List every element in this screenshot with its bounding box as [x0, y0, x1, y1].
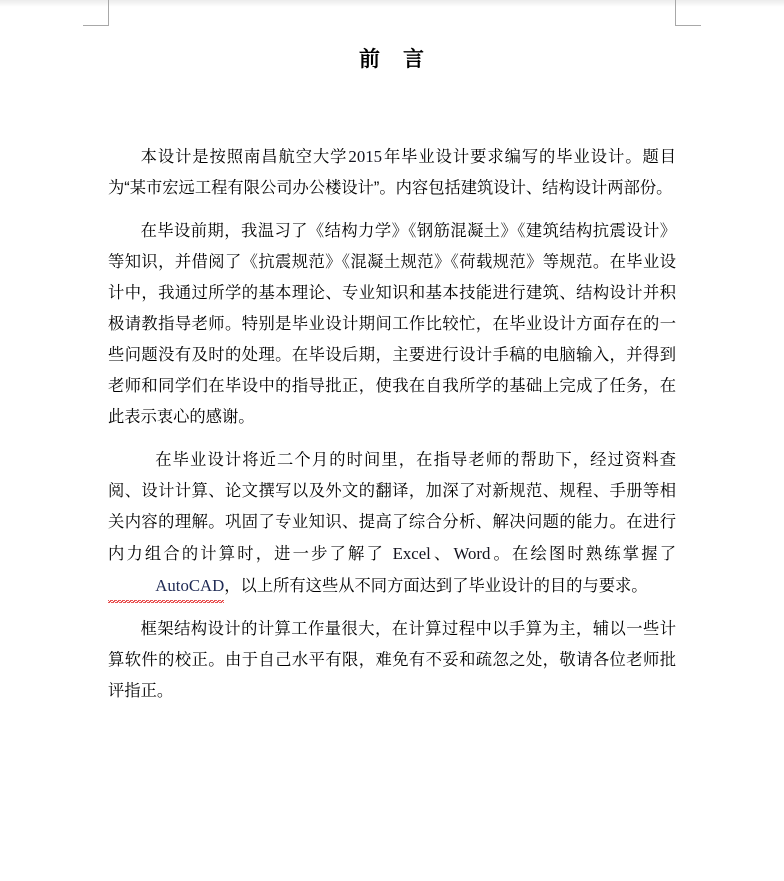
paragraph-container	[108, 141, 676, 719]
latin-text-run: 2015	[348, 147, 382, 166]
crop-mark-horizontal-rule	[675, 25, 701, 26]
spellcheck-flagged-word[interactable]: AutoCAD	[108, 570, 224, 601]
text-run: 、	[431, 545, 453, 563]
crop-mark-vertical-rule	[675, 0, 676, 26]
text-run: 。在绘图时熟练掌握了	[491, 545, 676, 563]
text-run: ，以上所有这些从不同方面达到了毕业设计的目的与要求。	[224, 577, 648, 595]
text-run: 框架结构设计的计算工作量很大，在计算过程中以手算为主，辅以一些计算软件的校正。由于自己水平有限，难免有不妥和疏忽之处，敬请各位老师批评指正。	[108, 620, 676, 700]
paragraph-p2	[108, 216, 676, 433]
paragraph-p1	[108, 141, 676, 204]
text-run: 在毕业设计将近二个月的时间里，在指导老师的帮助下，经过资料查阅、设计计算、论文撰写以及外文的翻译，加深了对新规范、规程、手册等相关内容的理解。巩固了专业知识、提高了综合分析、解决问题的能力。在进行内力组合的计算时，进一步了解了	[108, 451, 676, 563]
crop-mark-horizontal-rule	[83, 25, 109, 26]
latin-text-run: Excel	[392, 544, 431, 563]
latin-text-run: Word	[453, 544, 491, 563]
text-run: 本设计是按照南昌航空大学	[140, 148, 348, 166]
text-run: 年毕业设计要求编写的毕业设计。题目为“某市宏远工程有限公司办公楼设计”。内容包括建筑设计、结构设计两部份。	[108, 148, 676, 197]
paragraph-p3	[108, 445, 676, 602]
paragraph-p4	[108, 614, 676, 707]
crop-mark-vertical-rule	[108, 0, 109, 26]
margin-crop-mark-top-right	[675, 0, 701, 26]
margin-crop-mark-top-left	[83, 0, 109, 26]
text-run: 在毕设前期，我温习了《结构力学》《钢筋混凝土》《建筑结构抗震设计》等知识，并借阅了《抗震规范》《混凝土规范》《荷载规范》等规范。在毕业设计中，我通过所学的基本理论、专业知识和基本技能进行建筑、结构设计并积极请教指导老师。特别是毕业设计期间工作比较忙，在毕业设计方面存在的一些问题没有及时的处理。在毕设后期，主要进行设计手稿的电脑输入，并得到老师和同学们在毕设中的指导批正，使我在自我所学的基础上完成了任务，在此表示衷心的感谢。	[108, 222, 676, 426]
page-title: 前 言	[359, 48, 425, 71]
